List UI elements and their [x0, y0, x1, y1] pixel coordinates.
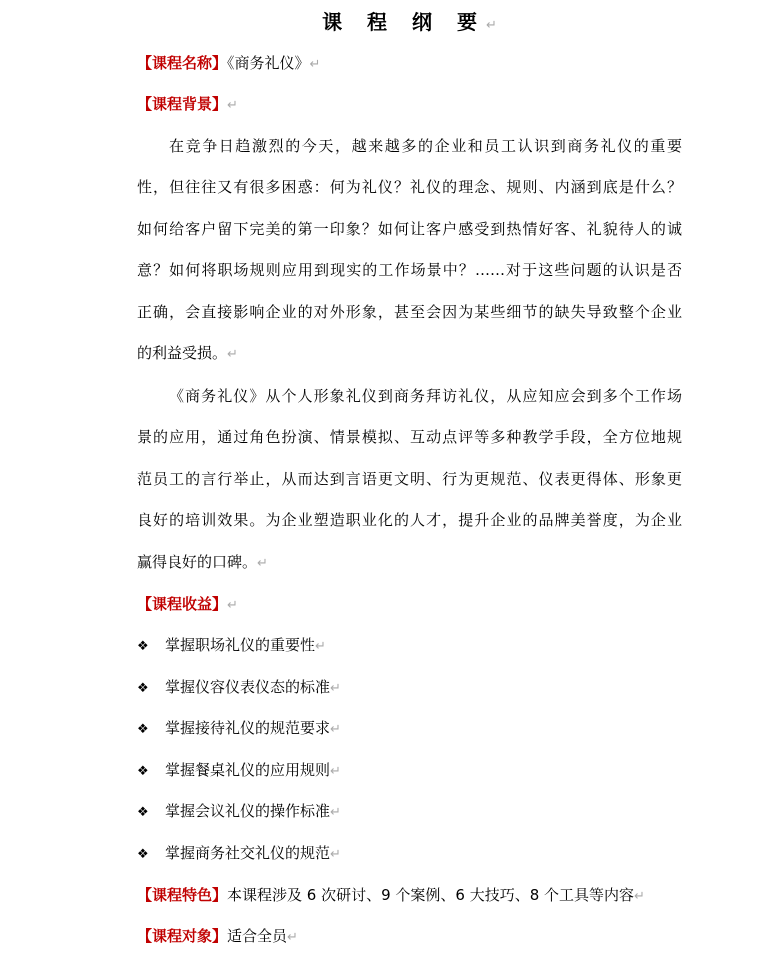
benefit-list-item: [137, 760, 341, 782]
benefit-text: 掌握商务社交礼仪的规范: [165, 844, 331, 862]
benefit-list-item: [137, 677, 341, 699]
course-audience-value: 适合全员: [227, 927, 288, 945]
benefit-text: 掌握会议礼仪的操作标准: [165, 802, 331, 820]
background-para1-line: 意？如何将职场规则应用到现实的工作场景中？……对于这些问题的认识是否: [137, 261, 682, 279]
diamond-bullet-icon: ❖: [137, 681, 149, 696]
paragraph-mark-icon: ↵: [227, 598, 238, 613]
course-features-row: [137, 885, 682, 907]
background-para2-line: 《商务礼仪》从个人形象礼仪到商务拜访礼仪，从应知应会到多个工作场: [169, 387, 682, 405]
diamond-bullet-icon: ❖: [137, 722, 149, 737]
paragraph-mark-icon: ↵: [485, 18, 497, 33]
background-para1-line: 性，但往往又有很多困惑：何为礼仪？礼仪的理念、规则、内涵到底是什么？: [137, 178, 682, 196]
diamond-bullet-icon: ❖: [137, 847, 149, 862]
course-name-row: [137, 53, 682, 75]
benefit-text: 掌握餐桌礼仪的应用规则: [165, 761, 331, 779]
benefit-list-item: [137, 843, 341, 865]
paragraph-mark-icon: ↵: [257, 556, 268, 571]
course-audience-label: 【课程对象】: [137, 927, 228, 945]
document-title: [137, 8, 682, 40]
paragraph-mark-icon: ↵: [287, 930, 298, 945]
course-features-value: 本课程涉及 6 次研讨、9 个案例、6 大技巧、8 个工具等内容: [227, 886, 635, 904]
benefit-text: 掌握仪容仪表仪态的标准: [165, 678, 331, 696]
benefit-list-item: [137, 635, 326, 657]
course-benefits-heading: [137, 594, 682, 616]
paragraph-mark-icon: ↵: [330, 681, 341, 696]
paragraph-mark-icon: ↵: [309, 57, 321, 72]
benefit-list-item: [137, 801, 341, 823]
course-audience-row: [137, 926, 682, 948]
paragraph-mark-icon: ↵: [330, 847, 341, 862]
paragraph-mark-icon: ↵: [227, 98, 238, 113]
paragraph-mark-icon: ↵: [227, 347, 238, 362]
paragraph-mark-icon: ↵: [330, 722, 341, 737]
course-features-label: 【课程特色】: [137, 886, 228, 904]
background-para1-line: 在竞争日趋激烈的今天，越来越多的企业和员工认识到商务礼仪的重要: [169, 137, 682, 155]
background-para2-last-line: [137, 552, 682, 574]
diamond-bullet-icon: ❖: [137, 764, 149, 779]
background-para1-last-line: [137, 343, 682, 365]
paragraph-mark-icon: ↵: [634, 889, 645, 904]
background-para1-line: 正确，会直接影响企业的对外形象，甚至会因为某些细节的缺失导致整个企业: [137, 303, 682, 321]
course-background-heading: [137, 94, 682, 116]
background-para2-line: 景的应用，通过角色扮演、情景模拟、互动点评等多种教学手段，全方位地规: [137, 428, 682, 446]
background-para2-line: 赢得良好的口碑。: [137, 553, 258, 571]
benefit-text: 掌握职场礼仪的重要性: [165, 636, 316, 654]
course-name-label: 【课程名称】: [137, 54, 228, 72]
background-para2-line: 良好的培训效果。为企业塑造职业化的人才，提升企业的品牌美誉度，为企业: [137, 511, 682, 529]
diamond-bullet-icon: ❖: [137, 639, 149, 654]
benefit-text: 掌握接待礼仪的规范要求: [165, 719, 331, 737]
benefit-list-item: [137, 718, 341, 740]
course-benefits-label: 【课程收益】: [137, 595, 228, 613]
paragraph-mark-icon: ↵: [330, 805, 341, 820]
title-text: 课 程 纲 要: [322, 10, 486, 34]
background-para2-line: 范员工的言行举止，从而达到言语更文明、行为更规范、仪表更得体、形象更: [137, 470, 682, 488]
paragraph-mark-icon: ↵: [315, 639, 326, 654]
background-para1-line: 的利益受损。: [137, 344, 228, 362]
diamond-bullet-icon: ❖: [137, 805, 149, 820]
course-background-label: 【课程背景】: [137, 95, 228, 113]
background-para1-line: 如何给客户留下完美的第一印象？如何让客户感受到热情好客、礼貌待人的诚: [137, 220, 682, 238]
course-name-value: 《商务礼仪》: [227, 54, 310, 72]
paragraph-mark-icon: ↵: [330, 764, 341, 779]
